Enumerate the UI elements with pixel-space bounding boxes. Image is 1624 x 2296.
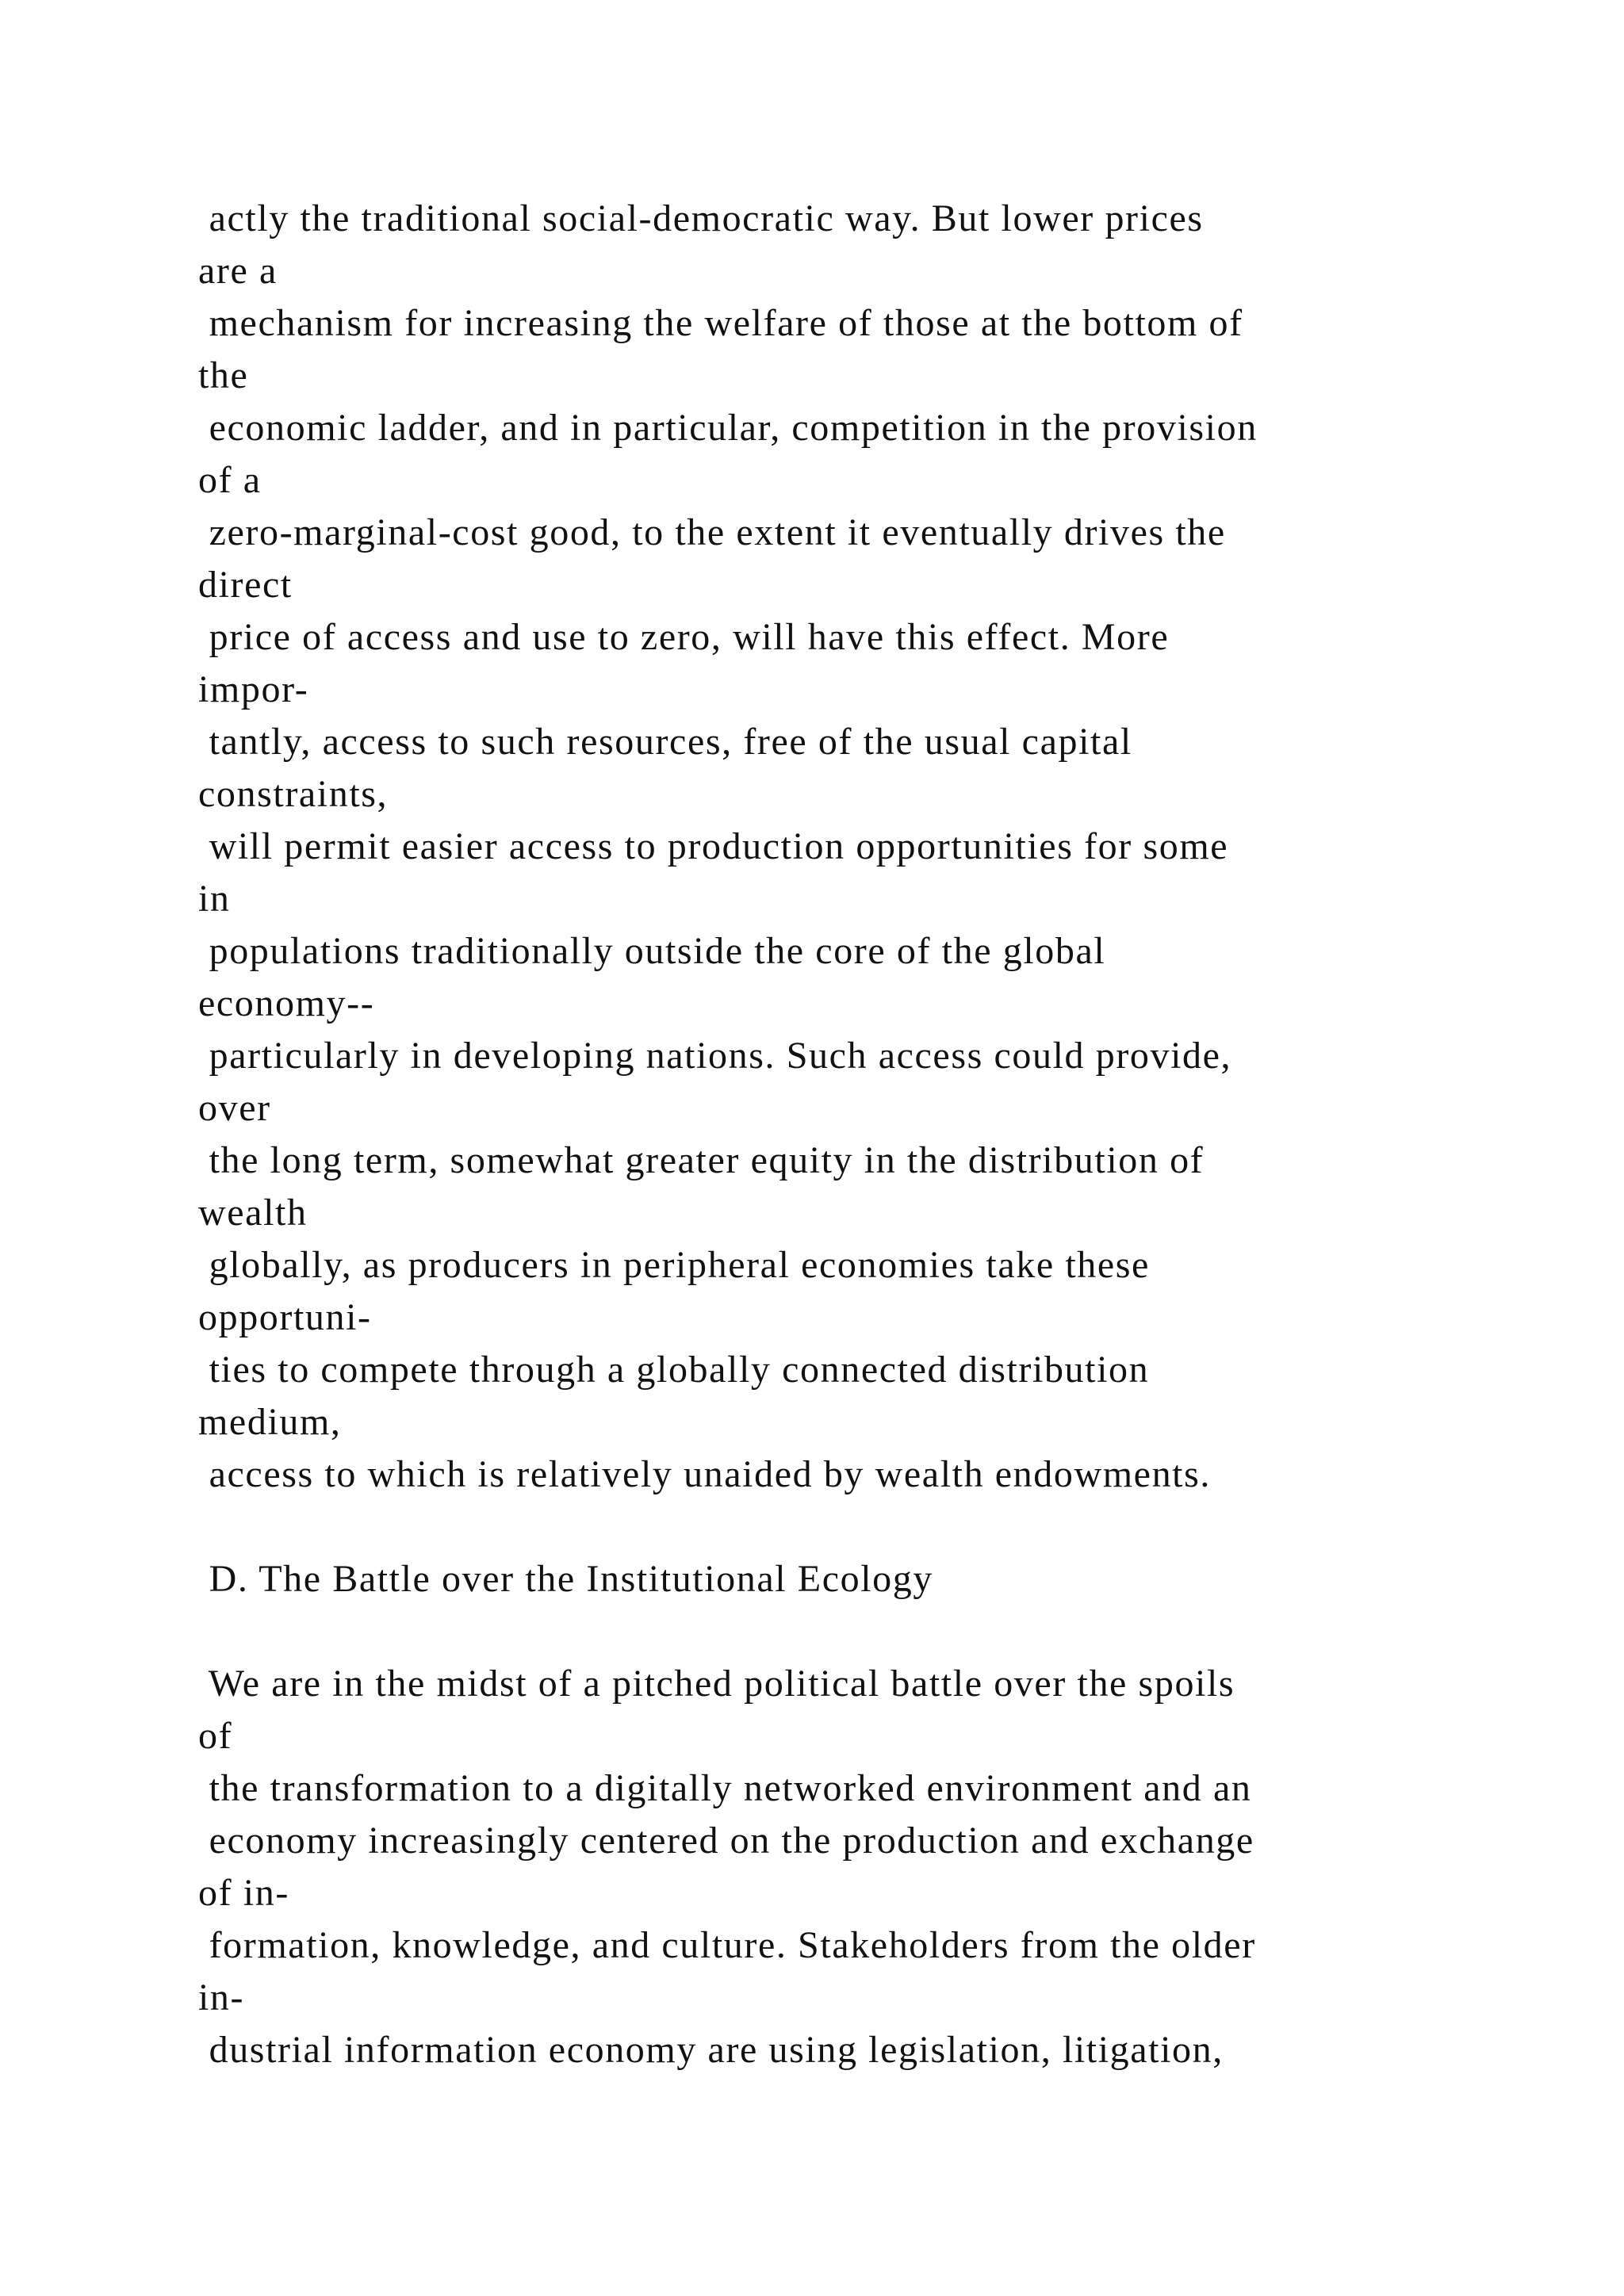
text-line: dustrial information economy are using legislation, litigation, xyxy=(198,2029,1224,2071)
text-line: the xyxy=(198,354,249,396)
paragraph-spacer xyxy=(198,1605,1467,1658)
text-line: direct xyxy=(198,564,293,606)
text-line: tantly, access to such resources, free of the usual capital xyxy=(198,721,1132,763)
text-line: the transformation to a digitally networked environment and an xyxy=(198,1767,1252,1809)
text-line: will permit easier access to production opportunities for some xyxy=(198,825,1229,867)
text-line: economy increasingly centered on the production and exchange xyxy=(198,1820,1254,1862)
paragraph-2 xyxy=(198,1658,1467,2076)
text-line: impor- xyxy=(198,668,309,710)
text-line: populations traditionally outside the core of the global xyxy=(198,930,1106,972)
document-text xyxy=(198,193,1467,2076)
text-line: over xyxy=(198,1087,271,1129)
text-line: formation, knowledge, and culture. Stakeholders from the older xyxy=(198,1924,1256,1966)
text-line: We are in the midst of a pitched political battle over the spoils xyxy=(198,1663,1235,1705)
text-line: economic ladder, and in particular, competition in the provision xyxy=(198,407,1258,449)
text-line: ties to compete through a globally connected distribution xyxy=(198,1349,1150,1391)
text-line: mechanism for increasing the welfare of those at the bottom of xyxy=(198,302,1243,344)
text-line: of xyxy=(198,1715,233,1757)
text-line: zero-marginal-cost good, to the extent it eventually drives the xyxy=(198,511,1226,553)
paragraph-spacer xyxy=(198,1501,1467,1553)
paragraph-1 xyxy=(198,193,1467,1501)
text-line: are a xyxy=(198,250,278,292)
text-line: economy-- xyxy=(198,982,375,1024)
text-line: in xyxy=(198,878,231,920)
text-line: wealth xyxy=(198,1192,308,1234)
text-line: globally, as producers in peripheral economies take these xyxy=(198,1244,1150,1286)
text-line: medium, xyxy=(198,1401,342,1443)
text-line: opportuni- xyxy=(198,1296,372,1338)
text-line: the long term, somewhat greater equity in the distribution of xyxy=(198,1139,1205,1181)
text-line: in- xyxy=(198,1976,245,2019)
text-line: actly the traditional social-democratic way. But lower prices xyxy=(198,197,1204,239)
text-line: of in- xyxy=(198,1872,289,1914)
text-line: particularly in developing nations. Such access could provide, xyxy=(198,1035,1232,1077)
text-line: of a xyxy=(198,459,262,501)
text-line: constraints, xyxy=(198,773,389,815)
section-heading: D. The Battle over the Institutional Ecology xyxy=(198,1558,933,1600)
text-line: price of access and use to zero, will have this effect. More xyxy=(198,616,1170,658)
text-line: access to which is relatively unaided by wealth endowments. xyxy=(198,1453,1211,1495)
